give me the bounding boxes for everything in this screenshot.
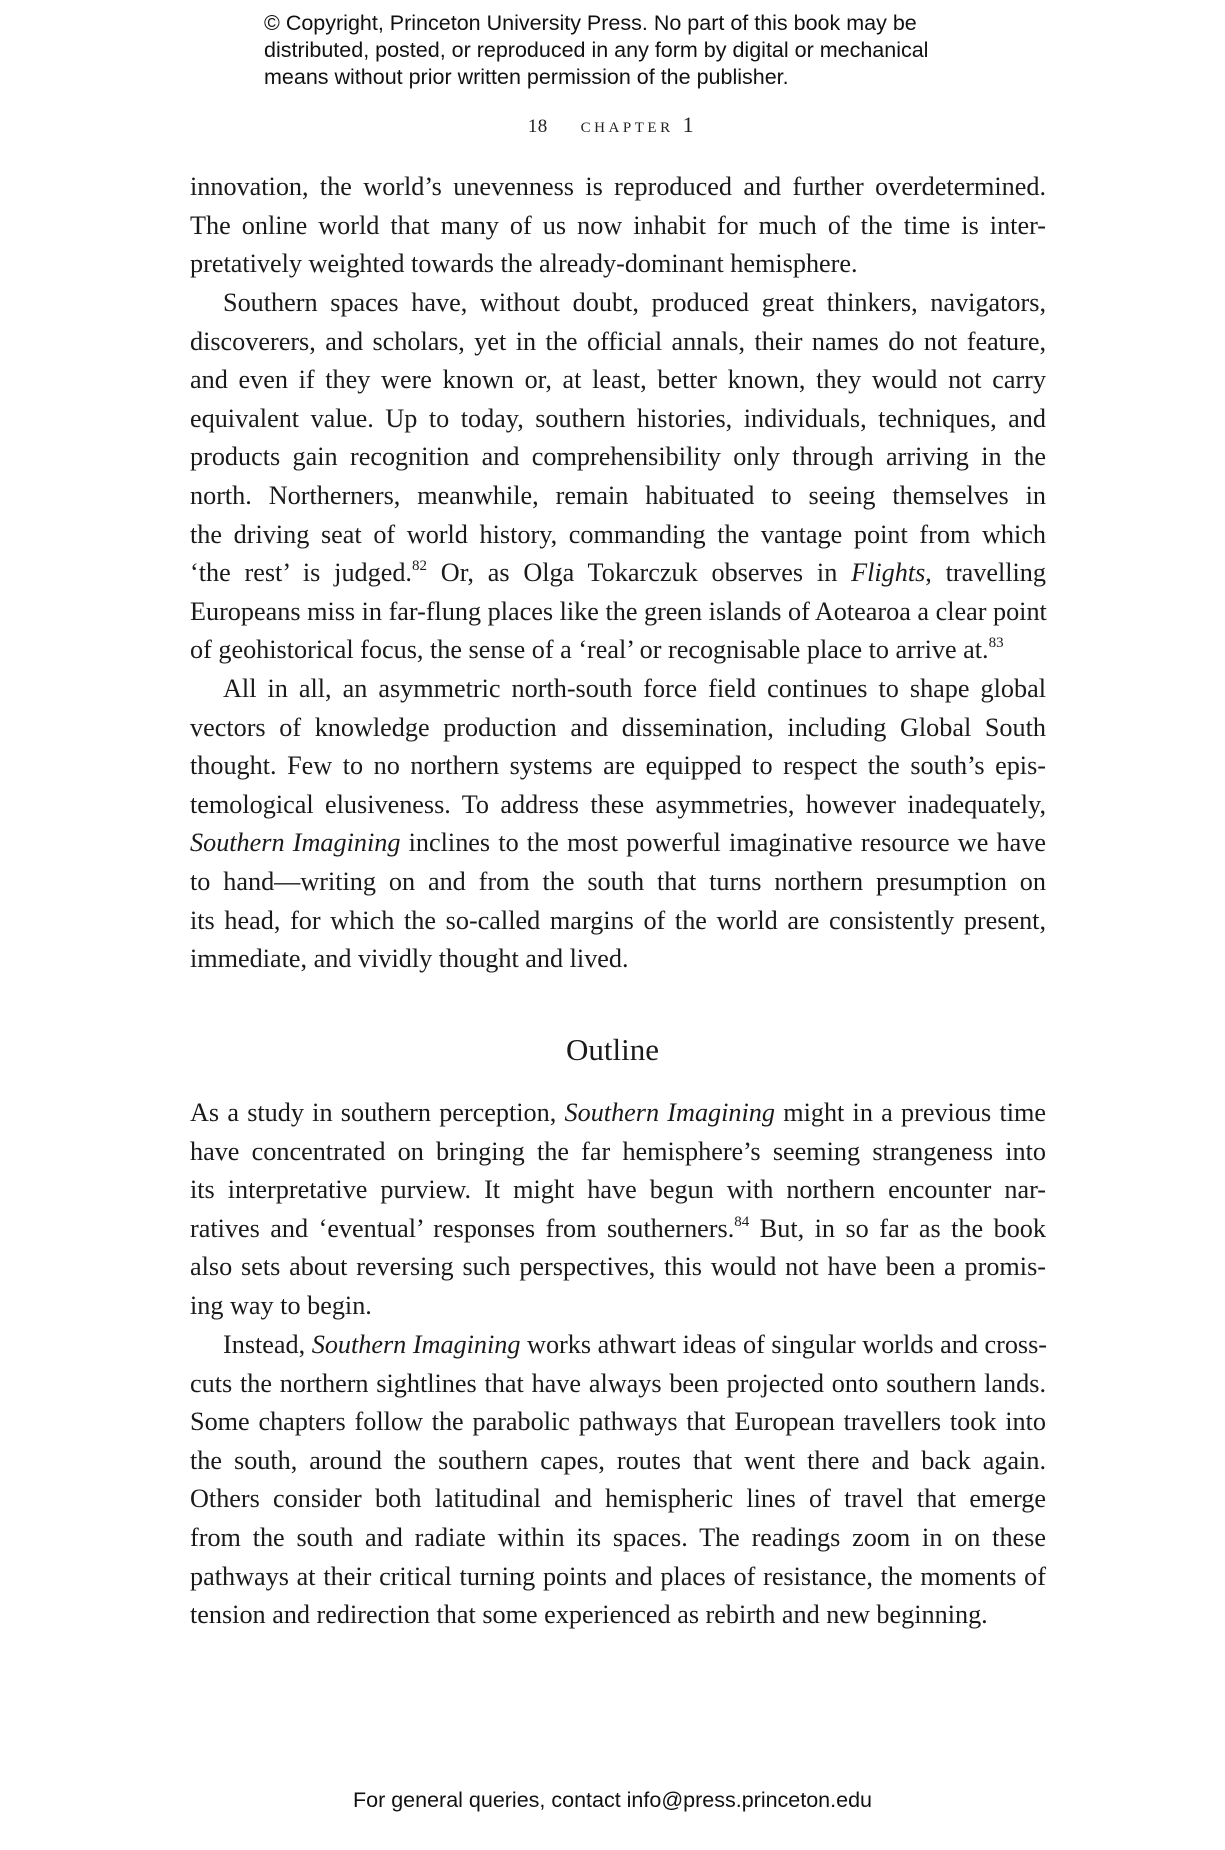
paragraph-2 bbox=[190, 284, 1046, 670]
paragraph-3 bbox=[190, 670, 1046, 979]
text-line: pathways at their critical turning points and places of resistance, the moments of bbox=[190, 1561, 1046, 1591]
text-line: north. Northerners, meanwhile, remain habituated to seeing themselves in bbox=[190, 480, 1046, 510]
text-run: of geohistorical focus, the sense of a ‘real’ or recognisable place to arrive at. bbox=[190, 635, 989, 665]
footnote-ref-83[interactable]: 83 bbox=[988, 635, 1004, 652]
text-line: discoverers, and scholars, yet in the official annals, their names do not feature, bbox=[190, 326, 1046, 356]
text-run: ratives and ‘eventual’ responses from southerners. bbox=[190, 1213, 735, 1243]
text-run: inclines to the most powerful imaginative resource we have bbox=[400, 828, 1046, 858]
text-line: its interpretative purview. It might have begun with northern encounter nar- bbox=[190, 1175, 1046, 1205]
text-run: As a study in southern perception, bbox=[190, 1098, 565, 1127]
italic-title: Southern Imagining bbox=[311, 1330, 521, 1359]
text-line: cuts the northern sightlines that have always been projected onto southern lands. bbox=[190, 1368, 1046, 1398]
text-line: All in all, an asymmetric north-south force field continues to shape global bbox=[223, 674, 1046, 703]
text-line: thought. Few to no northern systems are equipped to respect the south’s epis- bbox=[190, 751, 1046, 781]
text-line: products gain recognition and comprehensibility only through arriving in the bbox=[190, 442, 1046, 472]
text-run: , travelling bbox=[925, 558, 1046, 588]
text-line: immediate, and vividly thought and lived. bbox=[190, 944, 629, 974]
italic-title: Flights bbox=[851, 558, 926, 588]
text-line: its head, for which the so-called margins of the world are consistently present, bbox=[190, 905, 1046, 935]
italic-title: Southern Imagining bbox=[564, 1098, 775, 1127]
text-line bbox=[190, 631, 1046, 670]
text-line bbox=[190, 1210, 1046, 1249]
text-line: to hand—writing on and from the south that turns northern presumption on bbox=[190, 866, 1046, 896]
page-number: 18 bbox=[527, 116, 548, 137]
text-line: Some chapters follow the parabolic pathways that European travellers took into bbox=[190, 1407, 1046, 1437]
text-line: the south, around the southern capes, routes that went there and back again. bbox=[190, 1445, 1046, 1475]
copyright-notice bbox=[264, 10, 1024, 91]
section-heading: Outline bbox=[566, 1032, 659, 1067]
text-run: Instead, bbox=[223, 1330, 312, 1359]
copyright-line-2: distributed, posted, or reproduced in any form by digital or mechanical bbox=[264, 38, 929, 62]
paragraph-5 bbox=[190, 1326, 1046, 1635]
text-line: ing way to begin. bbox=[190, 1290, 372, 1320]
text-line: equivalent value. Up to today, southern histories, individuals, techniques, and bbox=[190, 403, 1046, 433]
text-line: The online world that many of us now inhabit for much of the time is inter- bbox=[190, 210, 1046, 240]
paragraph-1 bbox=[190, 168, 1046, 284]
text-run: might in a previous time bbox=[774, 1098, 1046, 1127]
text-line bbox=[190, 824, 1046, 863]
text-line: vectors of knowledge production and dissemination, including Global South bbox=[190, 712, 1046, 742]
paragraph-4 bbox=[190, 1094, 1046, 1326]
copyright-line-1: © Copyright, Princeton University Press. No part of this book may be bbox=[264, 11, 917, 35]
text-line bbox=[190, 1094, 1046, 1133]
footnote-ref-84[interactable]: 84 bbox=[734, 1213, 750, 1230]
italic-title: Southern Imagining bbox=[190, 828, 401, 858]
text-run: works athwart ideas of singular worlds and cross- bbox=[520, 1330, 1048, 1359]
text-run: ‘the rest’ is judged. bbox=[190, 558, 412, 588]
text-line: Europeans miss in far-flung places like the green islands of Aotearoa a clear point bbox=[190, 596, 1047, 626]
text-line: innovation, the world’s unevenness is reproduced and further overdetermined. bbox=[190, 172, 1046, 201]
chapter-label: chapter 1 bbox=[580, 112, 698, 137]
text-line: temological elusiveness. To address these asymmetries, however inadequately, bbox=[190, 789, 1046, 819]
text-run: But, in so far as the book bbox=[749, 1213, 1046, 1243]
text-line: Others consider both latitudinal and hemispheric lines of travel that emerge bbox=[190, 1484, 1046, 1514]
text-line: tension and redirection that some experienced as rebirth and new beginning. bbox=[190, 1600, 988, 1630]
text-line: and even if they were known or, at least, better known, they would not carry bbox=[190, 365, 1046, 395]
text-line: pretatively weighted towards the already-dominant hemisphere. bbox=[190, 249, 858, 279]
running-head bbox=[0, 112, 1225, 138]
contact-footer: For general queries, contact info@press.princeton.edu bbox=[352, 1788, 872, 1812]
text-line bbox=[190, 554, 1046, 593]
text-line: Southern spaces have, without doubt, produced great thinkers, navigators, bbox=[223, 288, 1046, 317]
copyright-line-3: means without prior written permission of the publisher. bbox=[264, 65, 789, 89]
text-line: have concentrated on bringing the far hemisphere’s seeming strangeness into bbox=[190, 1136, 1046, 1166]
footnote-ref-82[interactable]: 82 bbox=[411, 558, 427, 575]
text-line bbox=[190, 1326, 1046, 1365]
text-line: the driving seat of world history, commanding the vantage point from which bbox=[190, 519, 1046, 549]
text-line: also sets about reversing such perspectives, this would not have been a promis- bbox=[190, 1252, 1046, 1282]
text-run: Or, as Olga Tokarczuk observes in bbox=[426, 558, 852, 588]
text-line: from the south and radiate within its spaces. The readings zoom in on these bbox=[190, 1522, 1046, 1552]
